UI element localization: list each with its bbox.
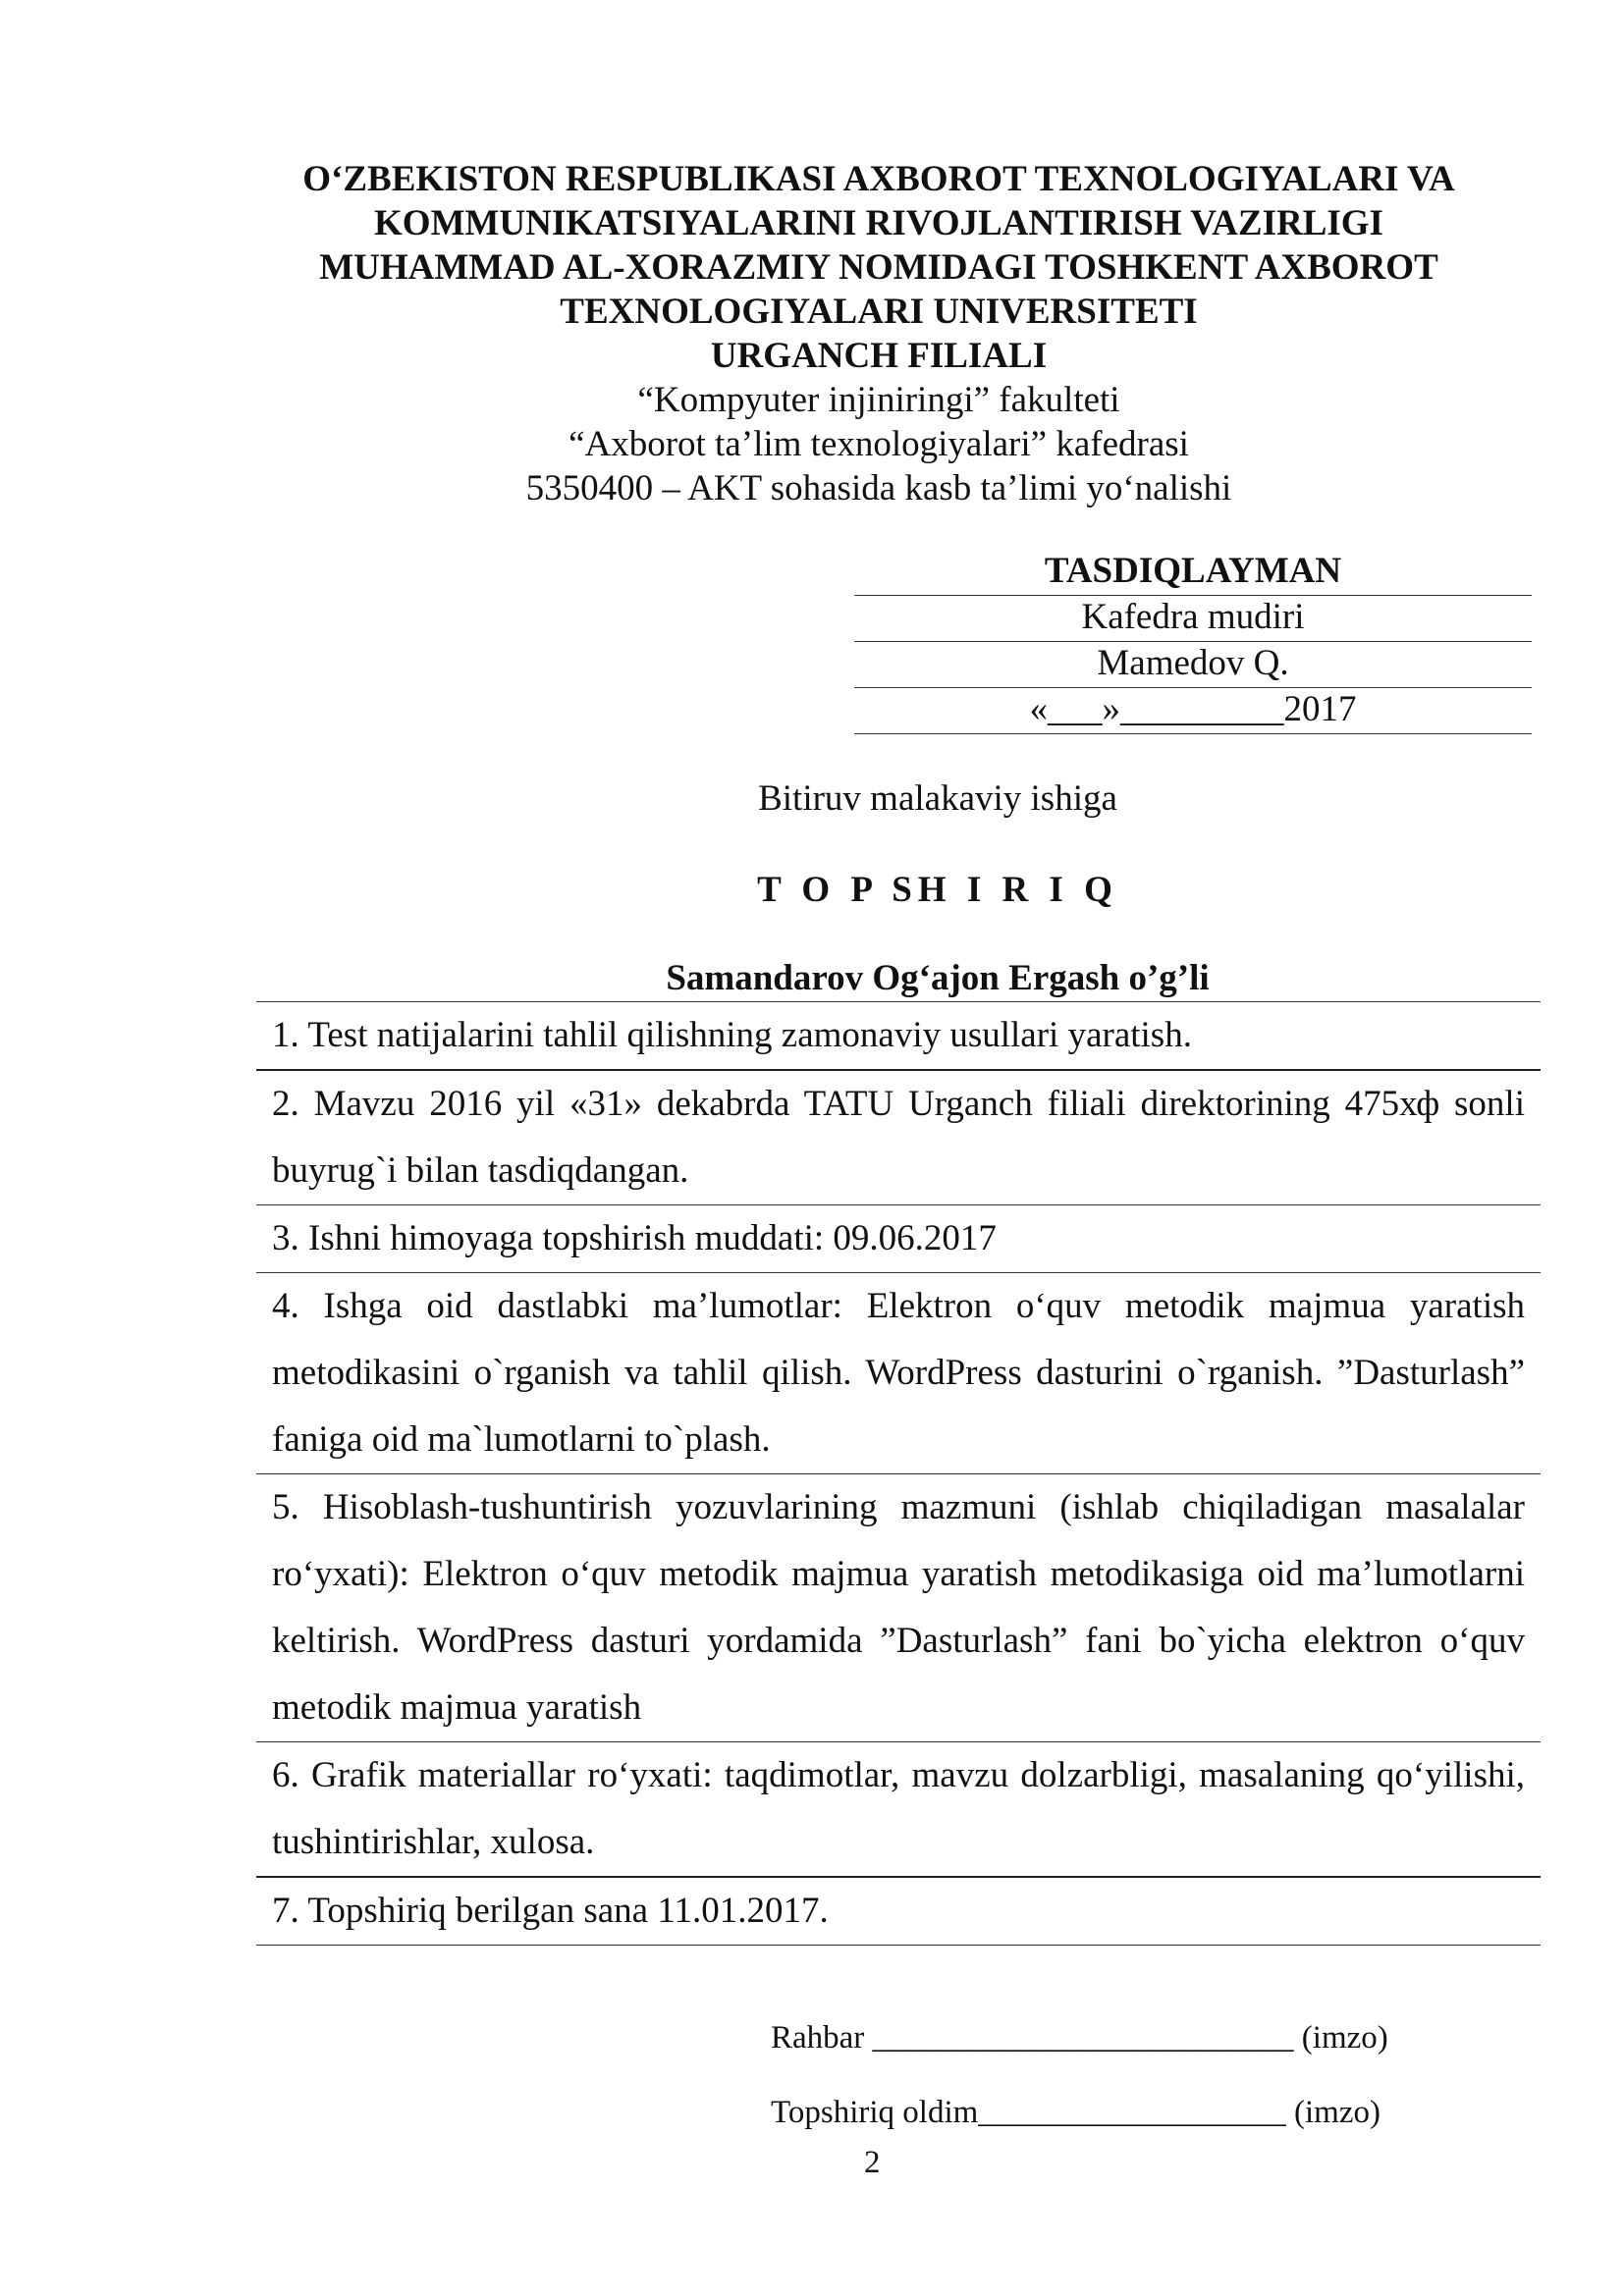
task-item: 4. Ishga oid dastlabki ma’lumotlar: Elektron o‘quv metodik majmua yaratish metodikasini o`rganish va tahlil qilish. WordPress dasturini o`rganish. ”Dasturlash” faniga oid ma`lumotlarni to`plash. xyxy=(256,1273,1541,1474)
document-header xyxy=(0,157,1624,510)
task-item: 6. Grafik materiallar ro‘yxati: taqdimotlar, mavzu dolzarbligi, masalaning qo‘yilishi, tushintirishlar, xulosa. xyxy=(256,1742,1541,1878)
task-item: 3. Ishni himoyaga topshirish muddati: 09.06.2017 xyxy=(256,1205,1541,1273)
received-signature-line: Topshiriq oldim___________________ (imzo) xyxy=(771,2095,1380,2130)
task-item: 5. Hisoblash-tushuntirish yozuvlarining mazmuni (ishlab chiqiladigan masalalar ro‘yxati): Elektron o‘quv metodik majmua yaratish metodikasiga oid ma’lumotlarni keltirish. WordPress dasturi yordamida ”Dasturlash” fani bo`yicha elektron o‘quv metodik majmua yaratish xyxy=(256,1474,1541,1742)
program-name: 5350400 – AKT sohasida kasb ta’limi yo‘nalishi xyxy=(525,468,1232,508)
branch-name: URGANCH FILIALI xyxy=(710,336,1048,376)
document-title: T O P SH I R I Q xyxy=(757,870,1118,910)
ministry-line-2: KOMMUNIKATSIYALARINI RIVOJLANTIRISH VAZIRLIGI xyxy=(374,203,1383,243)
approval-title: TASDIQLAYMAN xyxy=(854,550,1532,596)
task-item: 1. Test natijalarini tahlil qilishning zamonaviy usullari yaratish. xyxy=(256,1002,1541,1071)
for-line: Bitiruv malakaviy ishiga xyxy=(758,778,1117,819)
task-list xyxy=(256,1001,1541,1946)
task-item: 2. Mavzu 2016 yil «31» dekabrda TATU Urganch filiali direktorining 475хф sonli buyrug`i bilan tasdiqdangan. xyxy=(256,1071,1541,1205)
university-line-1: MUHAMMAD AL-XORAZMIY NOMIDAGI TOSHKENT AXBOROT xyxy=(319,247,1438,288)
supervisor-signature-line: Rahbar __________________________ (imzo) xyxy=(771,2020,1388,2056)
task-item: 7. Topshiriq berilgan sana 11.01.2017. xyxy=(256,1878,1541,1946)
page-number: 2 xyxy=(864,2145,881,2180)
approval-block xyxy=(854,550,1532,734)
approval-name: Mamedov Q. xyxy=(854,642,1532,688)
faculty-name: “Kompyuter injiniringi” fakulteti xyxy=(637,380,1120,420)
student-name: Samandarov Og‘ajon Ergash o’g’li xyxy=(666,958,1210,998)
approval-position: Kafedra mudiri xyxy=(854,596,1532,642)
approval-date: «___»_________2017 xyxy=(854,688,1532,734)
ministry-line-1: O‘ZBEKISTON RESPUBLIKASI AXBOROT TEXNOLOGIYALARI VA xyxy=(302,159,1455,199)
university-line-2: TEXNOLOGIYALARI UNIVERSITETI xyxy=(560,292,1198,332)
department-name: “Axborot ta’lim texnologiyalari” kafedrasi xyxy=(568,424,1189,464)
